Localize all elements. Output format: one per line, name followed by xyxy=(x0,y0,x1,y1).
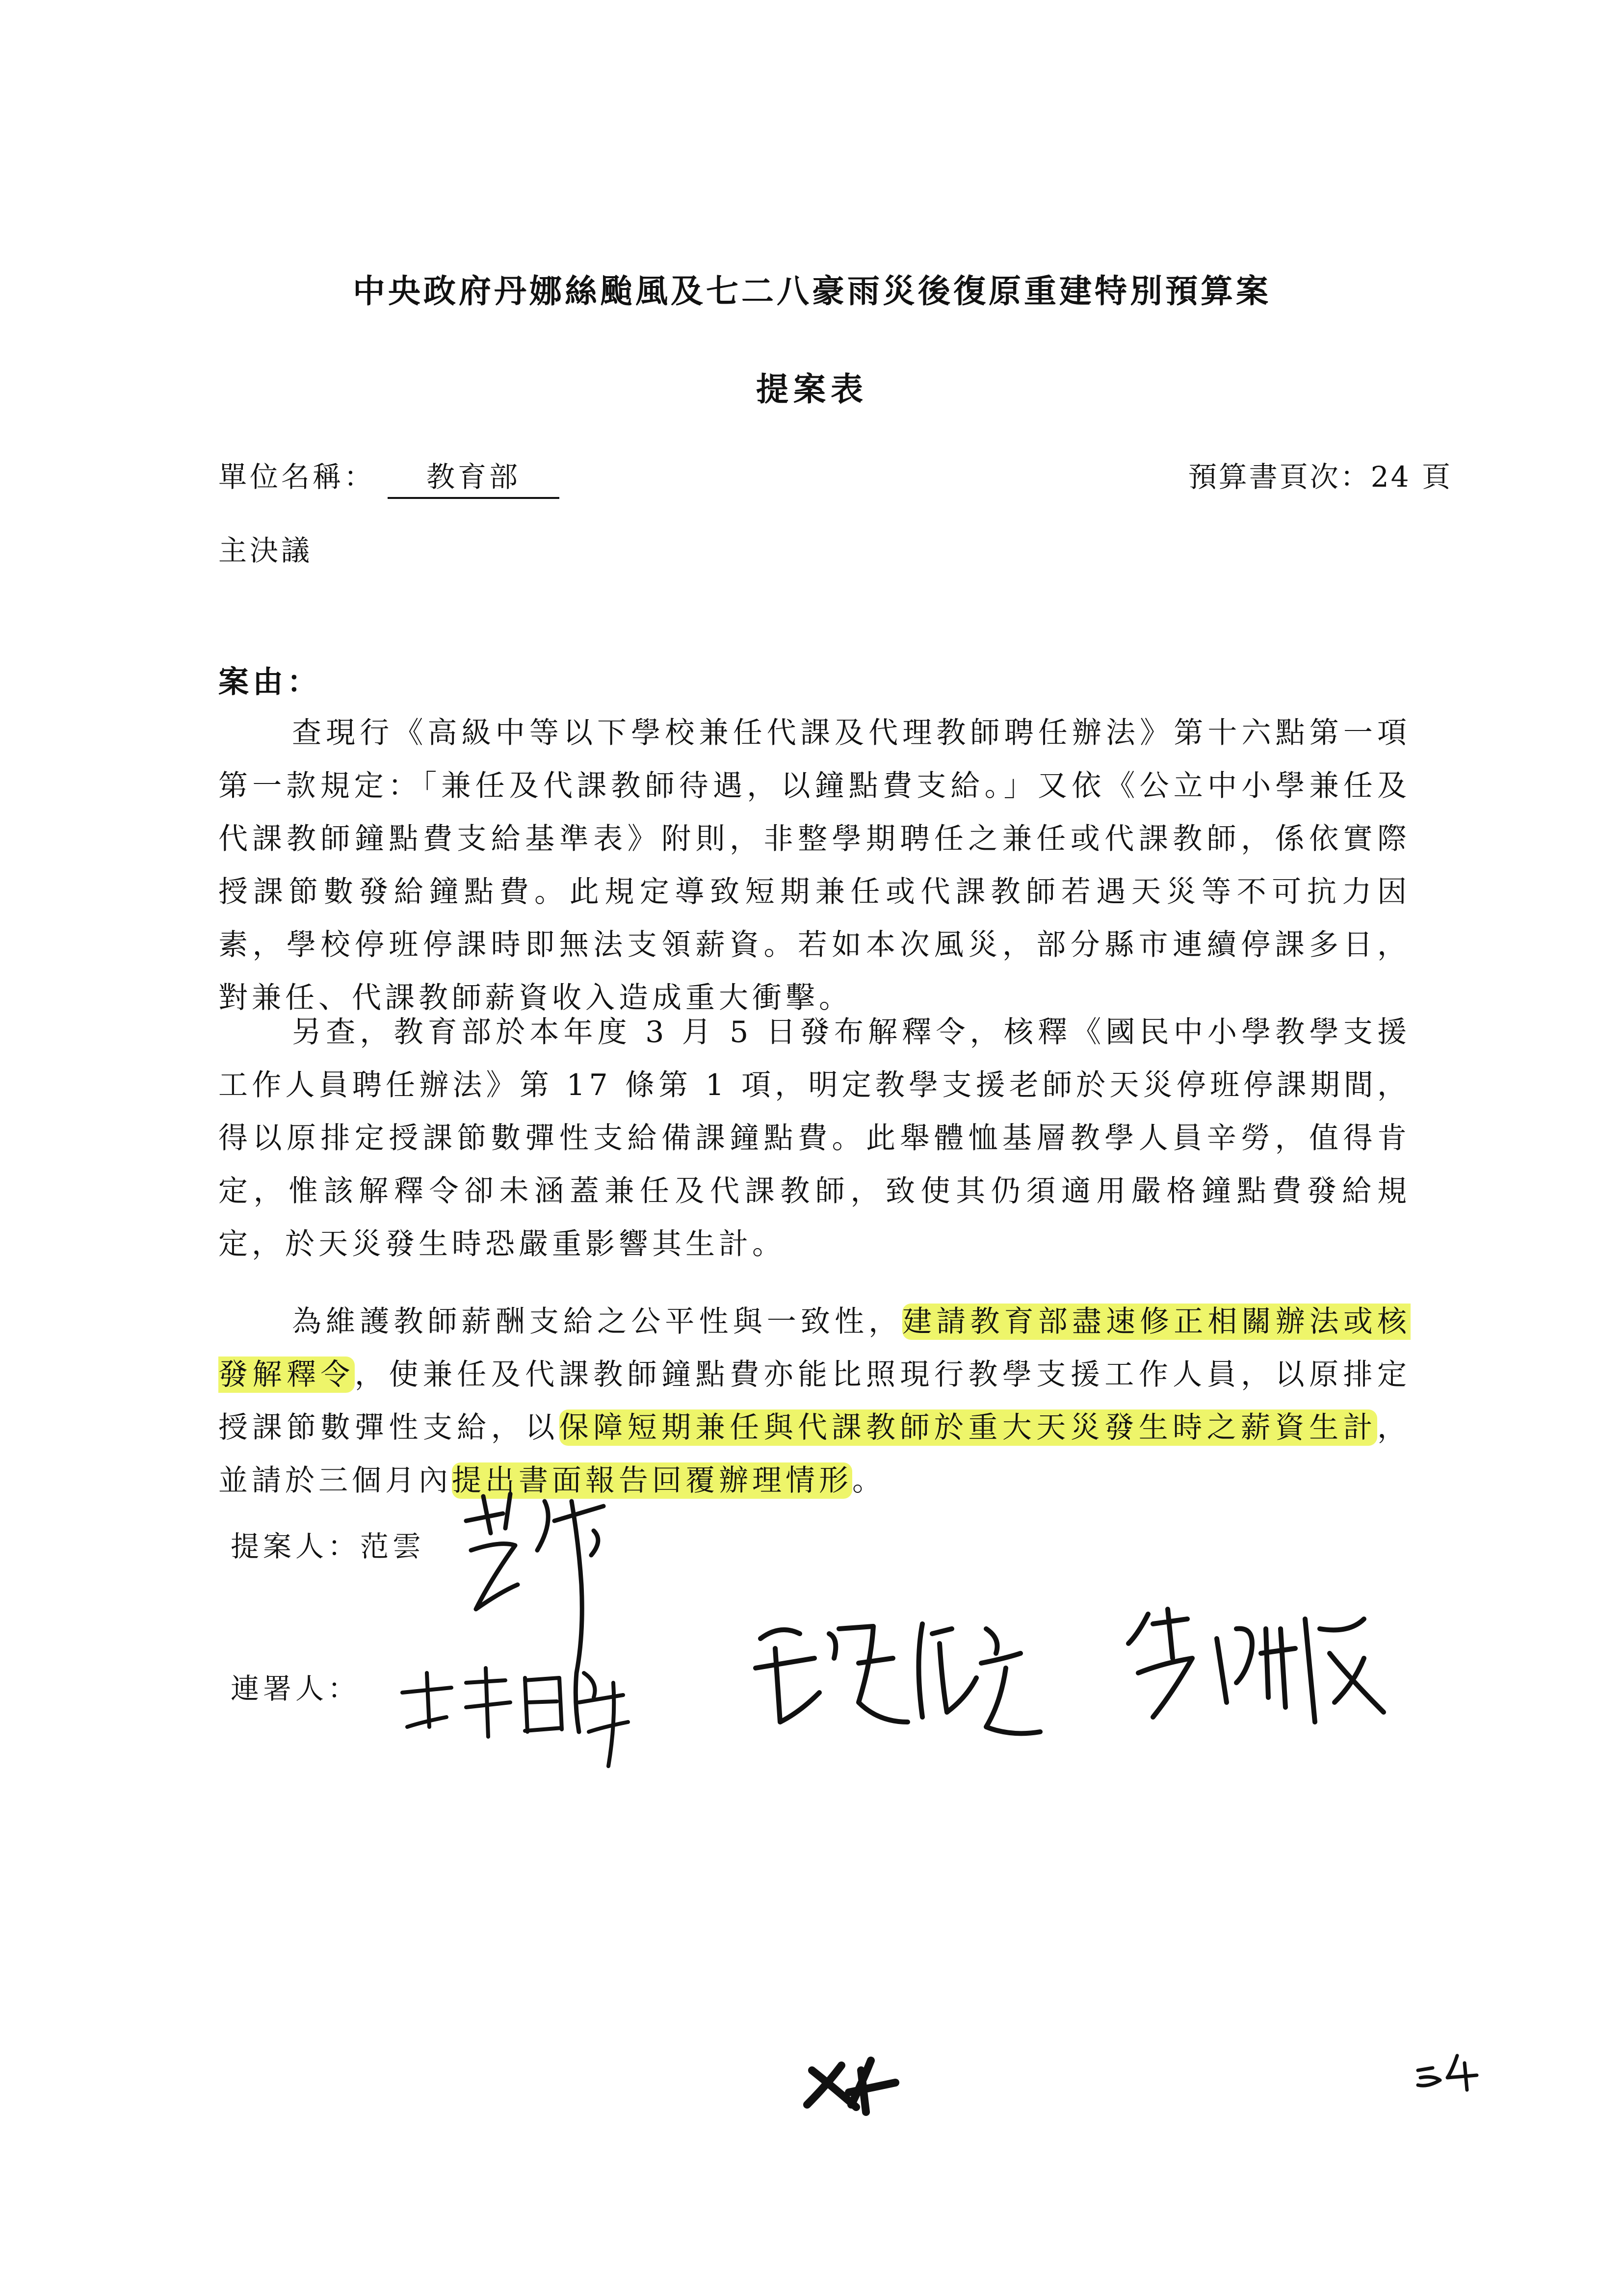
paragraph-3-text-4: 。 xyxy=(852,1463,886,1498)
unit-value: 教育部 xyxy=(388,454,559,499)
resolution-label: 主決議 xyxy=(218,534,313,567)
handwritten-page-number-center xyxy=(797,2051,905,2119)
cosigner-signature-2 xyxy=(746,1604,1050,1771)
reason-paragraph-2: 另查，教育部於本年度 3 月 5 日發布解釋令，核釋《國民中小學教學支援工作人員聘任辦法》第 17 條第 1 項，明定教學支援老師於天災停班停課期間，得以原排定授課節數彈性支給備課鐘點費。此舉體恤基層教學人員辛勞，值得肯定，惟該解釋令卻未涵蓋兼任及代課教師，致使其仍須適用嚴格鐘點費發給規定，於天災發生時恐嚴重影響其生計。 xyxy=(218,1015,1411,1261)
reason-paragraph-3 xyxy=(218,1295,1411,1507)
cosigner-signature-3 xyxy=(1119,1599,1393,1747)
proposer-name: 范雲 xyxy=(360,1530,425,1563)
paragraph-3-text-1: 為維護教師薪酬支給之公平性與一致性， xyxy=(292,1305,903,1339)
budget-page-reference: 預算書頁次：24 頁 xyxy=(1188,460,1452,494)
reason-paragraph-1: 查現行《高級中等以下學校兼任代課及代理教師聘任辦法》第十六點第一項第一款規定：「兼任及代課教師待遇，以鐘點費支給。」又依《公立中小學兼任及代課教師鐘點費支給基準表》附則，非整學期聘任之兼任或代課教師，係依實際授課節數發給鐘點費。此規定導致短期兼任或代課教師若遇天災等不可抗力因素，學校停班停課時即無法支領薪資。若如本次風災，部分縣市連續停課多日，對兼任、代課教師薪資收入造成重大衝擊。 xyxy=(218,716,1411,1015)
document-title: 中央政府丹娜絲颱風及七二八豪雨災後復原重建特別預算案 xyxy=(353,272,1271,310)
proposer-label: 提案人： xyxy=(231,1530,361,1563)
document-subtitle: 提案表 xyxy=(756,370,868,408)
unit-label: 單位名稱： xyxy=(218,460,376,494)
paragraph-3-text-2: ，使兼任及代課教師鐘點費亦能比照現行教學支援工作人員，以原排定授課節數彈性支給，以 xyxy=(218,1357,1411,1445)
handwritten-page-number-right xyxy=(1413,2048,1492,2092)
proposer-line xyxy=(231,1523,425,1565)
cosigner-label: 連署人： xyxy=(231,1672,361,1705)
paragraph-3-text-3: ，並請於三個月內 xyxy=(218,1410,1411,1498)
cosigner-signature-1 xyxy=(393,1653,648,1771)
highlight-written-report: 提出書面報告回覆辦理情形 xyxy=(452,1463,852,1498)
highlight-protect-livelihood: 保障短期兼任與代課教師於重大天災發生時之薪資生計 xyxy=(559,1410,1378,1445)
reason-heading: 案由： xyxy=(218,664,322,700)
highlight-request-revision: 建請教育部盡速修正相關辦法或核發解釋令 xyxy=(218,1305,1411,1392)
